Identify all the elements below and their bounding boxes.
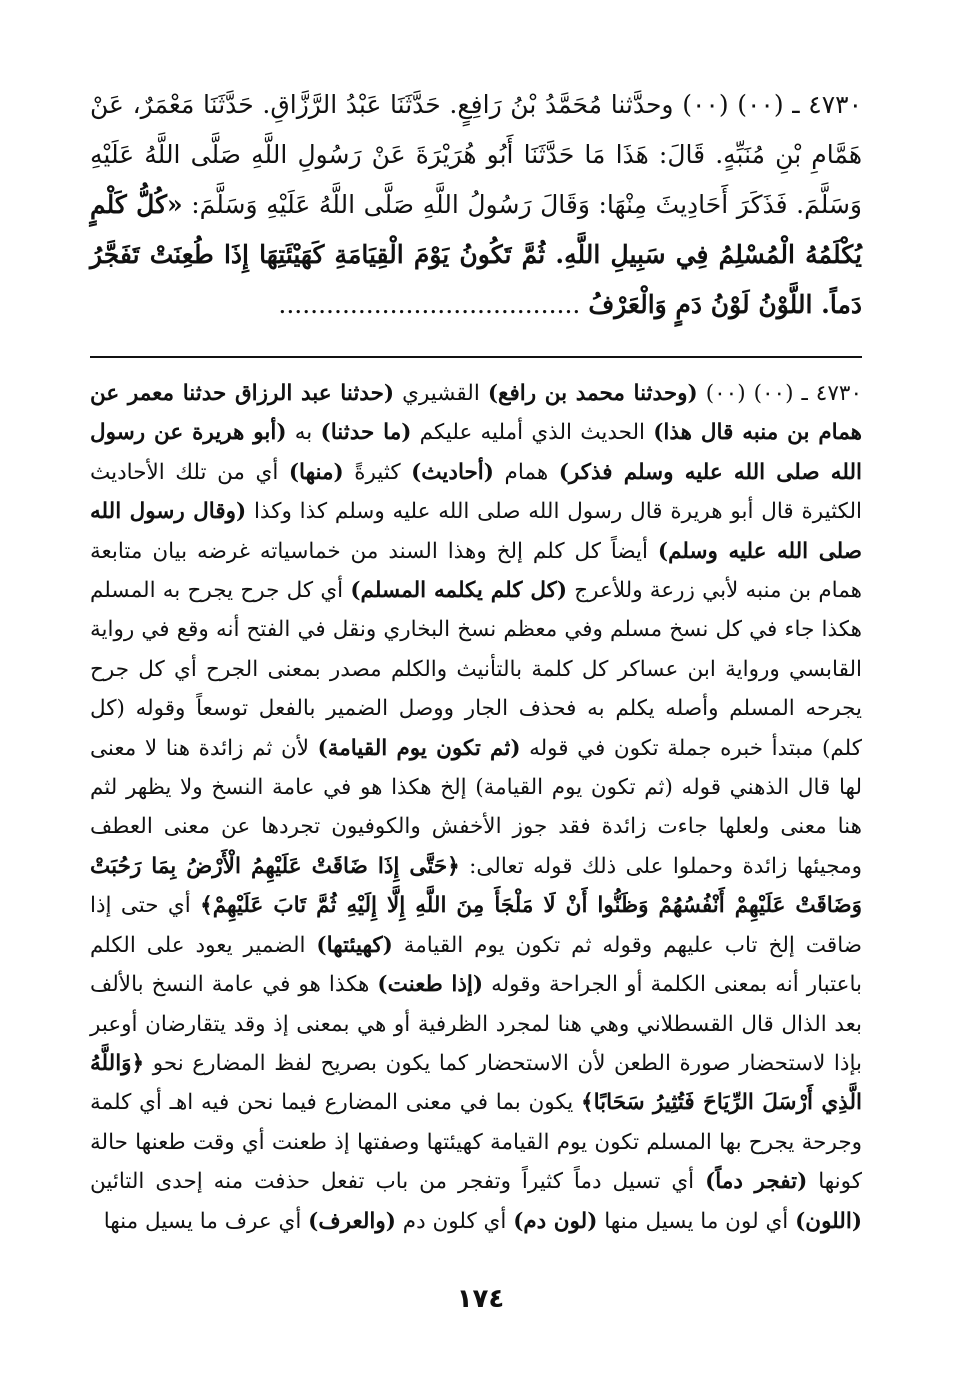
- commentary-text: [90, 374, 862, 1241]
- hadith-text: [90, 80, 862, 330]
- commentary-segment: الحديث الذي أمليه عليكم: [411, 420, 654, 446]
- commentary-segment: كثيرةً: [343, 459, 412, 485]
- hadith-continuation-dots: ......................................: [278, 290, 589, 319]
- commentary-segment: أيضاً كل كلم إلخ وهذا السند من خماسياته غرضه بيان متابعة همام بن منبه لأبي زرعة وللأعرج: [90, 538, 862, 604]
- commentary-segment: أي كل جرح يجرح به المسلم هكذا جاء في كل نسخ مسلم وفي معظم نسخ البخاري ونقل في الفتح أنه وقع في رواية القابسي ورواية ابن عساكر كل كلمة بالتأنيث والكلم مصدر بمعنى الجرح أي كل جرح يجرحه المسلم وأصله يكلم به فحذف الجار ووصل الضمير بالفعل توسعاً وقوله (كل كلم) مبتدأ خبره جملة تكون في قوله: [90, 578, 862, 761]
- quoted-phrase: (ما حدثنا): [320, 420, 412, 446]
- quoted-phrase: (كل كلم يكلمه المسلم): [350, 578, 568, 604]
- quoted-phrase: (كهيئتها): [316, 932, 393, 958]
- commentary-segment: أي عرف ما يسيل منها: [103, 1208, 309, 1234]
- book-page: [90, 80, 862, 1241]
- commentary-segment: لأن ثم زائدة هنا لا معنى لها قال الذهني قوله (ثم تكون يوم القيامة) إلخ هكذا هو في عامة النسخ ولا يظهر لثم هنا معنى ولعلها جاءت زائدة فقد جوز الأخفش والكوفيون تجردها عن معنى العطف ومجيئها زائدة وحملوا على ذلك قوله تعالى:: [90, 735, 862, 879]
- quoted-phrase: (لون دم): [513, 1208, 598, 1234]
- commentary-segment: به: [286, 420, 321, 446]
- commentary-segment: أي كلون دم: [395, 1208, 514, 1234]
- quoted-phrase: (اللون): [795, 1208, 862, 1234]
- quran-verse: ﴿حَتَّى إِذَا ضَاقَتْ عَلَيْهِمُ الْأَرْضُ بِمَا رَحُبَتْ وَضَاقَتْ عَلَيْهِمْ أَنْفُسُهُمْ وَظَنُّوا أَنْ لَا مَلْجَأَ مِنَ اللَّهِ إِلَّا إِلَيْهِ ثُمَّ تَابَ عَلَيْهِمْ﴾: [90, 853, 862, 919]
- commentary-segment: أي تسيل دماً كثيراً وتفجر من باب تفعل حذفت منه إحدى التائين: [90, 1169, 706, 1195]
- quoted-phrase: (وقال رسول الله صلى الله عليه وسلم): [90, 499, 862, 564]
- quoted-phrase: (تفجر دماً): [705, 1169, 808, 1195]
- hadith-chain: وحدَّثنا مُحَمَّدُ بْنُ رَافِعٍ. حَدَّثَنَا عَبْدُ الرَّزَّاقِ. حَدَّثَنَا مَعْمَرٌ، عَنْ هَمَّامِ بْنِ مُنَبِّهٍ. قَالَ: هَذَا مَا حَدَّثَنَا أَبُو هُرَيْرَةَ عَنْ رَسُولِ اللَّهِ صَلَّى اللَّهُ عَلَيْهِ وَسَلَّمَ. فَذَكَرَ أَحَادِيثَ مِنْهَا: وَقَالَ رَسُولُ اللَّهِ صَلَّى اللَّهُ عَلَيْهِ وَسَلَّمَ:: [90, 90, 863, 219]
- commentary-segment: أي لون ما يسيل منها: [597, 1208, 796, 1234]
- quoted-phrase: (ثم تكون يوم القيامة): [317, 735, 521, 761]
- quoted-phrase: (والعرف): [308, 1208, 396, 1234]
- hadith-matn: «كُلُّ كَلْمٍ يُكْلَمُهُ الْمُسْلِمُ فِي سَبِيلِ اللَّهِ. ثُمَّ تَكُونُ يَوْمَ الْقِيَامَةِ كَهَيْئَتِهَا إِذَا طُعِنَتْ تَفَجَّرُ دَماً. اللَّوْنُ لَوْنُ دَمٍ وَالْعَرْفُ: [90, 190, 862, 319]
- commentary-segment: أي حتى إذا ضاقت إلخ تاب عليهم وقوله ثم تكون يوم القيامة: [90, 893, 863, 958]
- commentary-segment: القشيري: [394, 381, 488, 406]
- commentary-segment: الضمير يعود على الكلم باعتبار أنه بمعنى الكلمة أو الجراحة وقوله: [90, 932, 862, 998]
- quoted-phrase: (منها): [288, 459, 344, 485]
- page-number: ١٧٤: [456, 1284, 505, 1314]
- quoted-phrase: (أبو هريرة عن رسول الله صلى الله عليه وسلم فذكر): [90, 420, 862, 485]
- commentary-number: ٤٧٣٠ ـ (٠٠) (٠٠): [697, 381, 862, 406]
- hadith-number: ٤٧٣٠ ـ (٠٠) (٠٠): [682, 90, 862, 119]
- quran-verse: ﴿وَاللَّهُ الَّذِي أَرْسَلَ الرِّيَاحَ فَتُثِيرُ سَحَابًا﴾: [90, 1050, 862, 1116]
- commentary-segment: يكون بما في معنى المضارع فيما نحن فيه اهـ أي كلمة وجرحة يجرح بها المسلم تكون يوم القيامة كهيئتها وصفتها إذ طعنت أي وقت طعنها حالة كونها: [90, 1090, 863, 1195]
- quoted-phrase: (إذا طعنت): [377, 972, 484, 998]
- quoted-phrase: (أحاديث): [411, 459, 494, 485]
- quoted-phrase: (حدثنا عبد الرزاق حدثنا معمر عن همام بن منبه قال هذا): [90, 381, 862, 446]
- quoted-phrase: (وحدثنا محمد بن رافع): [487, 381, 698, 406]
- commentary-segment: أي من تلك الأحاديث الكثيرة قال أبو هريرة قال رسول الله صلى الله عليه وسلم كذا وكذا: [90, 459, 862, 525]
- commentary-segment: هكذا هو في عامة النسخ بالألف بعد الذال قال القسطلاني وهي هنا لمجرد الظرفية أو هي بمعنى إذ وقد يتقارضان أوعبر بإذا لاستحضار صورة الطعن لأن الاستحضار كما يكون بصريح لفظ المضارع نحو: [90, 972, 862, 1076]
- section-divider: [90, 356, 862, 358]
- commentary-segment: همام: [493, 459, 559, 485]
